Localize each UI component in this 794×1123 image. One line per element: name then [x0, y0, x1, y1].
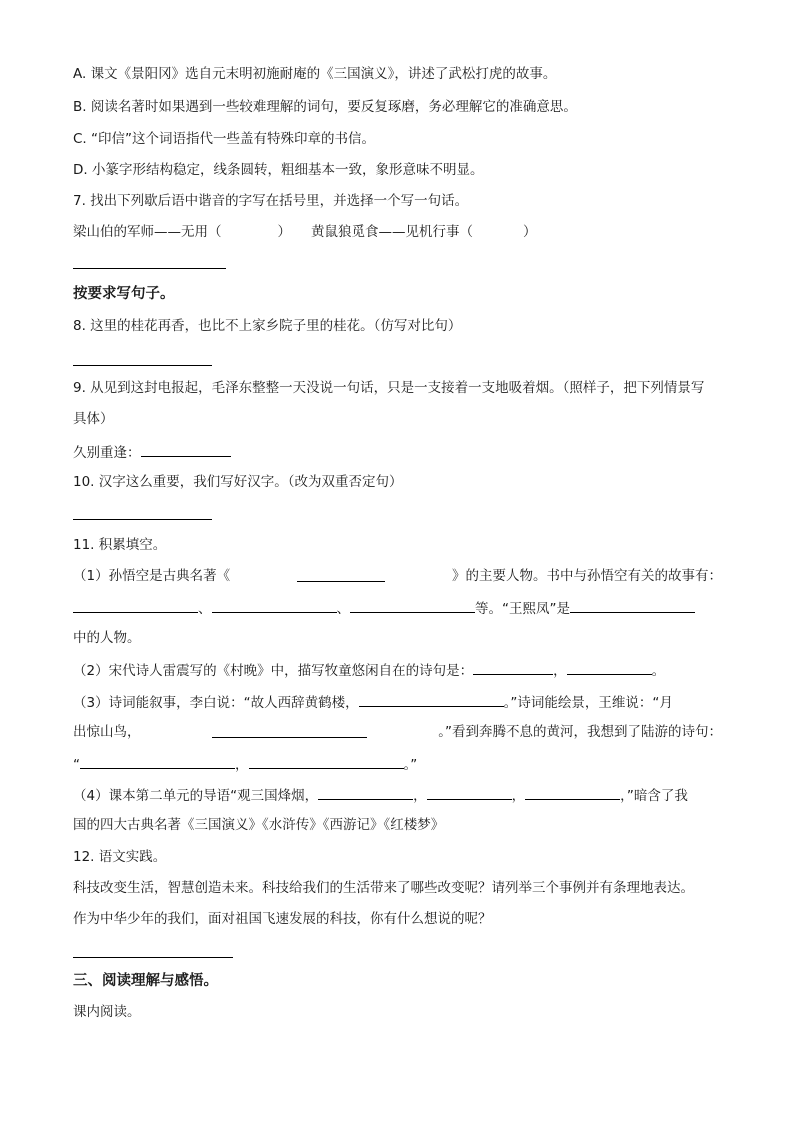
q7-item1-close: ） [277, 224, 291, 240]
q11-p4-sep1: ， [413, 788, 427, 804]
q11-wangwei-blank[interactable] [212, 722, 367, 738]
option-a: A. 课文《景阳冈》选自元末明初施耐庵的《三国演义》，讲述了武松打虎的故事。 [73, 66, 557, 82]
q11-p3-d: 。”看到奔腾不息的黄河，我想到了陆游的诗句： [438, 724, 722, 740]
q7-item2-close: ） [523, 224, 537, 240]
question-9-prompt-line1: 9. 从见到这封电报起，毛泽东整整一天没说一句话，只是一支接着一支地吸着烟。（照样子，把下列情景写 [73, 380, 705, 396]
q11-part1-line2 [73, 597, 695, 619]
q11-part3-line1 [73, 691, 673, 713]
q11-unit-blank-3[interactable] [525, 784, 620, 800]
q9-answer-blank[interactable] [141, 441, 231, 457]
q11-p4-b: ，”暗含了我 [620, 788, 688, 804]
q11-p2-end: 。 [651, 663, 666, 679]
q11-p2-sep: ， [553, 663, 567, 679]
q11-p3-f: 。” [403, 757, 418, 773]
section-heading-sentences: 按要求写句子。 [73, 286, 175, 302]
q11-libai-blank[interactable] [359, 691, 504, 707]
question-7-prompt: 7. 找出下列歇后语中谐音的字写在括号里，并选择一个写一句话。 [73, 193, 469, 209]
q11-unit-blank-2[interactable] [427, 784, 512, 800]
q11-p3-a: （3）诗词能叙事，李白说：“故人西辞黄鹤楼， [73, 695, 359, 711]
q11-p3-e: “ [73, 757, 80, 773]
q12-answer-line[interactable] [73, 957, 233, 958]
q8-answer-line[interactable] [73, 365, 212, 366]
q11-book-blank[interactable] [297, 566, 385, 582]
q7-item1-text: 梁山伯的军师——无用（ [73, 224, 222, 240]
question-10-prompt: 10. 汉字这么重要，我们写好汉字。（改为双重否定句） [73, 474, 403, 490]
question-9-answer [73, 441, 231, 463]
question-12-prompt: 12. 语文实践。 [73, 849, 167, 865]
question-11-prompt: 11. 积累填空。 [73, 537, 167, 553]
q11-luyou-blank-1[interactable] [80, 753, 235, 769]
option-d: D. 小篆字形结构稳定，线条圆转，粗细基本一致，象形意味不明显。 [73, 162, 484, 178]
q11-p1-b: 》的主要人物。书中与孙悟空有关的故事有： [452, 568, 722, 584]
q11-p3-sep: ， [235, 757, 249, 773]
q11-part2 [73, 659, 665, 681]
option-c: C. “印信”这个词语指代一些盖有特殊印章的书信。 [73, 131, 375, 147]
q11-p3-b: 。”诗词能绘景，王维说：“月 [503, 695, 673, 711]
q11-poem-blank-1[interactable] [473, 659, 553, 675]
q11-story-blank-1[interactable] [73, 597, 198, 613]
reading-subheading: 课内阅读。 [73, 1004, 141, 1020]
question-7-items [73, 222, 537, 242]
section-heading-reading: 三、阅读理解与感悟。 [73, 973, 218, 989]
q11-part1-line3: 中的人物。 [73, 630, 141, 646]
q11-p3-c: 出惊山鸟， [73, 724, 141, 740]
question-12-line1: 科技改变生活，智慧创造未来。科技给我们的生活带来了哪些改变呢？请列举三个事例并有条理地表达。 [73, 880, 694, 896]
q11-sep-1: 、 [198, 601, 212, 617]
question-12-line2: 作为中华少年的我们，面对祖国飞速发展的科技，你有什么想说的呢？ [73, 911, 492, 927]
option-b: B. 阅读名著时如果遇到一些较难理解的词句，要反复琢磨，务必理解它的准确意思。 [73, 99, 577, 115]
q11-sep-2: 、 [336, 601, 350, 617]
q11-poem-blank-2[interactable] [567, 659, 652, 675]
q11-part3-line2 [73, 722, 722, 742]
q11-unit-blank-1[interactable] [318, 784, 413, 800]
q11-p2-a: （2）宋代诗人雷震写的《村晚》中，描写牧童悠闲自在的诗句是： [73, 663, 474, 679]
q9-label: 久别重逢： [73, 445, 141, 461]
q11-character-blank[interactable] [570, 597, 695, 613]
q11-p1-a: （1）孙悟空是古典名著《 [73, 568, 231, 584]
question-9-prompt-line2: 具体） [73, 411, 114, 427]
q11-p4-a: （4）课本第二单元的导语“观三国烽烟， [73, 788, 319, 804]
q11-luyou-blank-2[interactable] [249, 753, 404, 769]
q7-item2-text: 黄鼠狼觅食——见机行事（ [311, 224, 473, 240]
q11-p1-c: 等。“王熙凤”是 [475, 601, 570, 617]
q11-part3-line3 [73, 753, 417, 775]
q11-story-blank-3[interactable] [350, 597, 475, 613]
q11-part4-line2: 国的四大古典名著《三国演义》《水浒传》《西游记》《红楼梦》 [73, 817, 445, 833]
question-8-prompt: 8. 这里的桂花再香，也比不上家乡院子里的桂花。（仿写对比句） [73, 318, 462, 334]
q11-p4-sep2: ， [511, 788, 526, 804]
q11-story-blank-2[interactable] [212, 597, 337, 613]
q10-answer-line[interactable] [73, 519, 212, 520]
q7-answer-line[interactable] [73, 268, 226, 269]
q11-part1-line1 [73, 566, 722, 586]
q11-part4-line1 [73, 784, 688, 806]
